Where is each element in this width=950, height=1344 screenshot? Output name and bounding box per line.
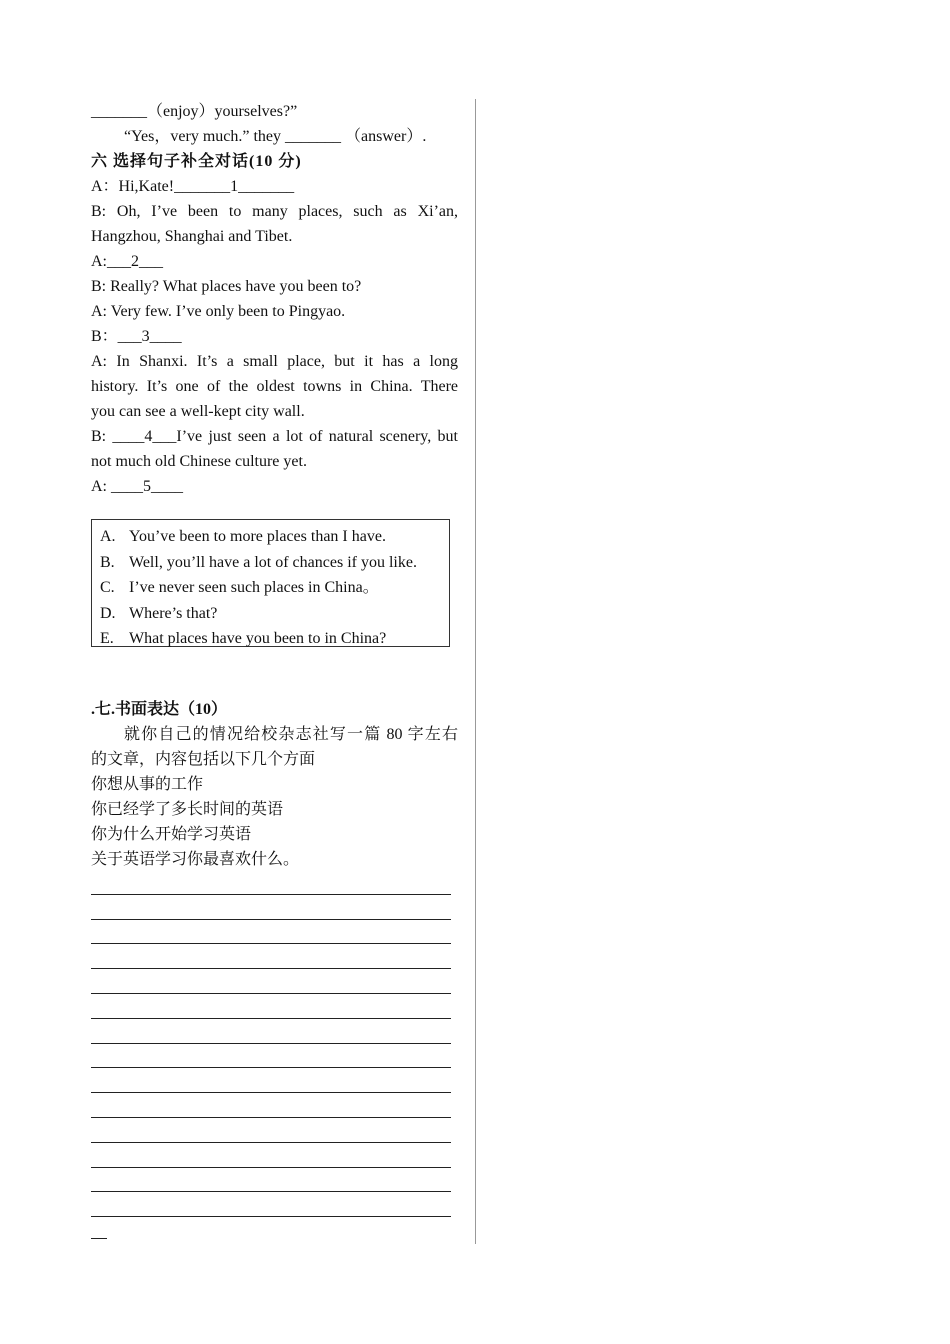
writing-line[interactable] <box>91 1068 451 1093</box>
option-a: A. You’ve been to more places than I have. <box>100 528 386 545</box>
dialogue-line: B: Oh, I’ve been to many places, such as Xi’an, <box>91 203 458 220</box>
left-column <box>91 99 458 499</box>
writing-area[interactable] <box>91 870 451 1217</box>
option-b: B. Well, you’ll have a lot of chances if you like. <box>100 553 417 571</box>
dialogue-line: A：Hi,Kate!_______1_______ <box>91 178 295 195</box>
writing-line[interactable] <box>91 1192 451 1217</box>
dialogue-line: you can see a well-kept city wall. <box>91 403 305 420</box>
dialogue-line: B: Really? What places have you been to? <box>91 278 362 295</box>
writing-point: 你想从事的工作 <box>91 776 204 793</box>
column-divider <box>475 99 476 1244</box>
dialogue-line: not much old Chinese culture yet. <box>91 453 307 470</box>
writing-line[interactable] <box>91 1143 451 1168</box>
writing-line[interactable] <box>91 1093 451 1118</box>
option-d: D. Where’s that? <box>100 604 218 622</box>
dialogue-line: Hangzhou, Shanghai and Tibet. <box>91 228 293 245</box>
dialogue-line: A: ____5____ <box>91 478 183 495</box>
writing-line[interactable] <box>91 920 451 945</box>
writing-line[interactable] <box>91 1118 451 1143</box>
dialogue-line: history. It’s one of the oldest towns in China. There <box>91 378 458 395</box>
dialogue-line: A:___2___ <box>91 253 163 270</box>
section-7-intro-cont: 的文章，内容包括以下几个方面 <box>91 751 316 768</box>
writing-point: 你为什么开始学习英语 <box>91 826 252 843</box>
writing-point: 你已经学了多长时间的英语 <box>91 801 284 818</box>
dialogue-line: A: In Shanxi. It’s a small place, but it has a long <box>91 353 458 370</box>
writing-line[interactable] <box>91 1019 451 1044</box>
writing-line[interactable] <box>91 994 451 1019</box>
writing-line[interactable] <box>91 895 451 920</box>
writing-line-tail <box>91 1238 107 1239</box>
options-box <box>91 519 450 647</box>
blank-line-answer: “Yes，very much.” they _______ （answer）. <box>124 128 427 145</box>
option-c: C. I’ve never seen such places in China。 <box>100 579 379 596</box>
section-7-intro: 就你自己的情况给校杂志社写一篇 80 字左右 <box>124 726 458 743</box>
writing-line[interactable] <box>91 944 451 969</box>
dialogue-line: A: Very few. I’ve only been to Pingyao. <box>91 303 346 320</box>
writing-line[interactable] <box>91 870 451 895</box>
writing-point: 关于英语学习你最喜欢什么。 <box>91 851 300 868</box>
section-6-title: 六 选择句子补全对话(10 分) <box>91 153 302 170</box>
dialogue-line: B: ____4___I’ve just seen a lot of natural scenery, but <box>91 428 458 445</box>
option-e: E. What places have you been to in China? <box>100 630 387 647</box>
dialogue-line: B：___3____ <box>91 328 182 345</box>
writing-line[interactable] <box>91 1168 451 1193</box>
section-7-title: .七.书面表达（10） <box>91 701 228 718</box>
section-7 <box>91 697 458 872</box>
blank-line-enjoy: _______（enjoy）yourselves?” <box>91 103 298 120</box>
writing-line[interactable] <box>91 969 451 994</box>
writing-line[interactable] <box>91 1044 451 1069</box>
